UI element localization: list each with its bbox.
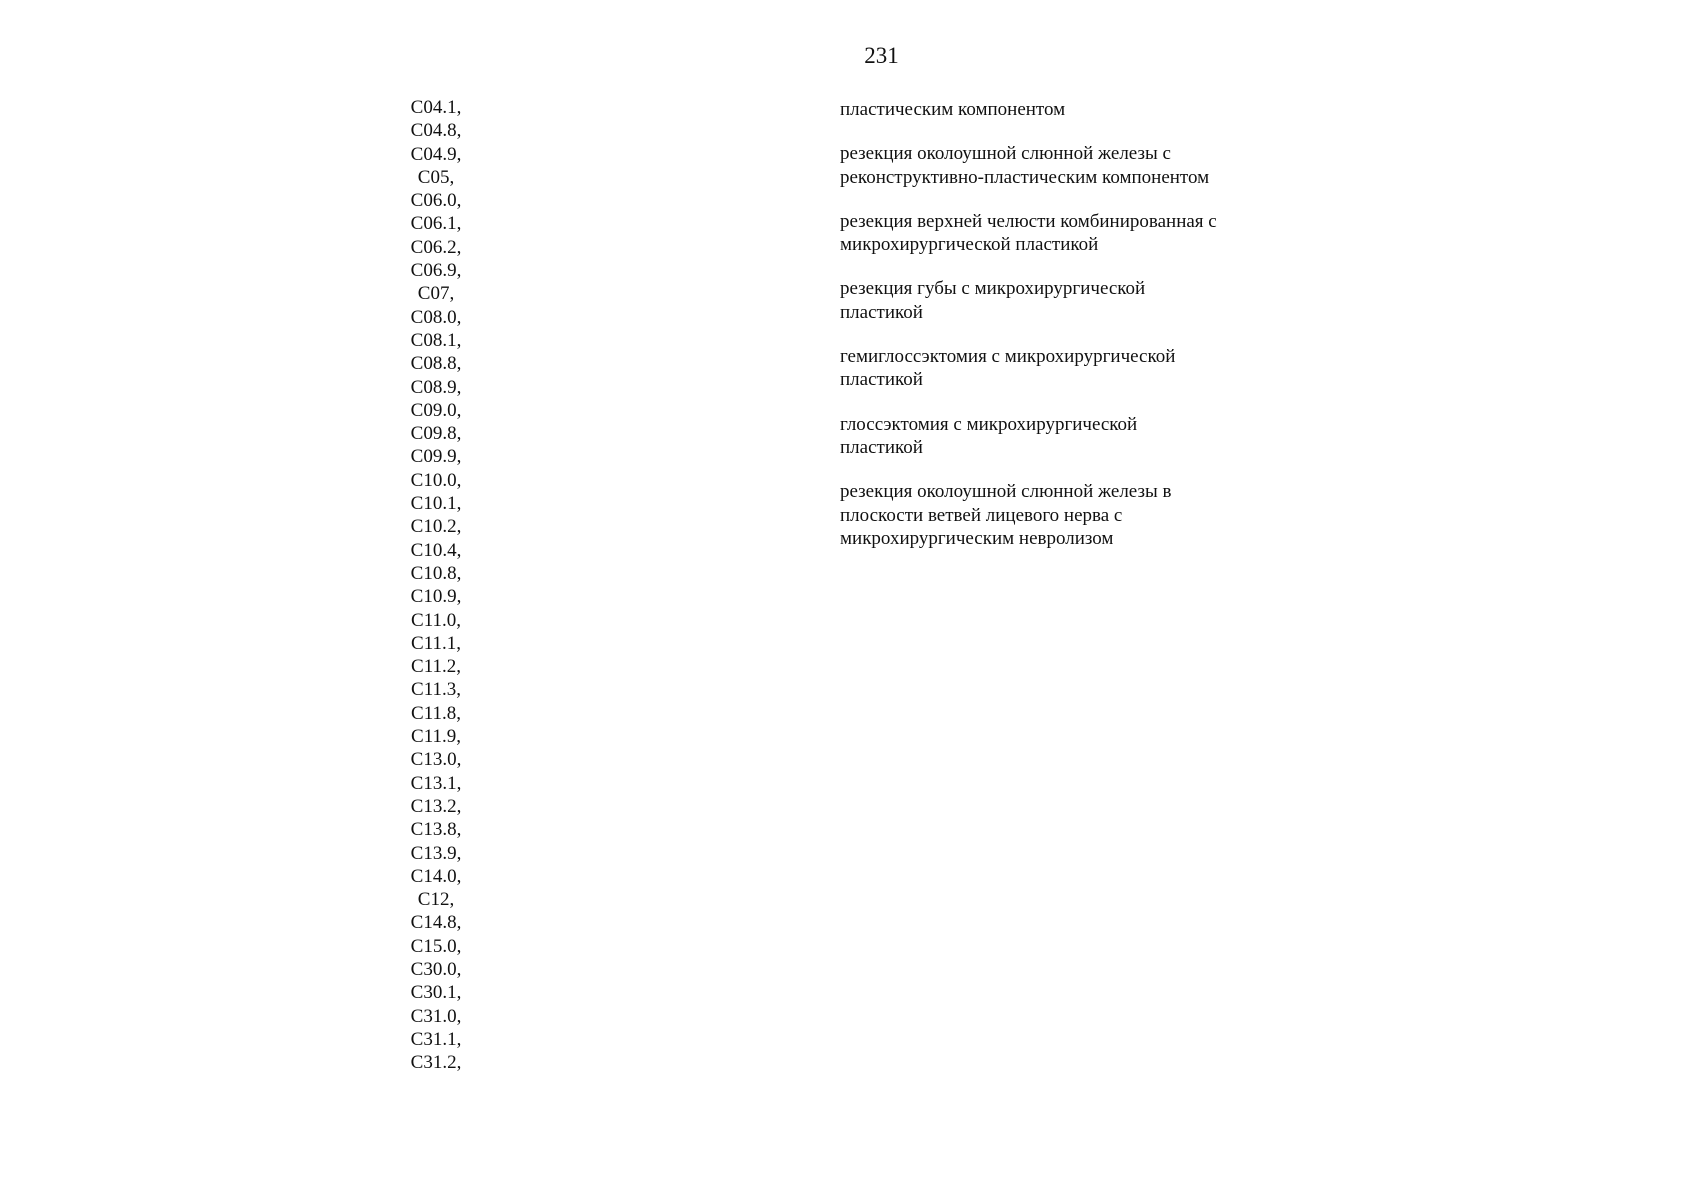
diagnosis-code: C11.1,: [411, 632, 461, 654]
diagnosis-code: C11.0,: [411, 609, 461, 631]
diagnosis-code: C13.1,: [410, 772, 462, 794]
diagnosis-code: C10.0,: [410, 469, 462, 491]
procedure-description: [840, 480, 1270, 550]
diagnosis-code: C06.2,: [410, 236, 462, 258]
procedure-description: [840, 98, 1270, 121]
diagnosis-code: C11.8,: [411, 702, 461, 724]
procedures-column: [840, 98, 1270, 571]
procedure-line: пластикой: [840, 301, 923, 323]
procedure-line: резекция губы с микрохирургической: [840, 278, 1146, 300]
procedure-line: реконструктивно-пластическим компонентом: [840, 166, 1210, 188]
procedure-line: резекция околоушной слюнной железы с: [840, 143, 1171, 165]
diagnosis-code: C08.9,: [410, 376, 462, 398]
diagnosis-code: C14.0,: [410, 865, 462, 887]
diagnosis-code: C10.4,: [410, 539, 462, 561]
diagnosis-code: C11.3,: [411, 679, 461, 701]
procedure-line: микрохирургическим невролизом: [840, 527, 1114, 549]
procedure-line: гемиглоссэктомия с микрохирургической: [840, 346, 1176, 368]
diagnosis-code: C09.0,: [410, 399, 462, 421]
diagnosis-code: C31.1,: [410, 1028, 462, 1050]
procedure-line: резекция околоушной слюнной железы в: [840, 481, 1172, 503]
diagnosis-code: C31.0,: [410, 1005, 462, 1027]
diagnosis-code: C12,: [417, 889, 455, 911]
procedure-description: [840, 413, 1270, 460]
procedure-line: пластическим компонентом: [840, 99, 1066, 120]
diagnosis-code: C30.0,: [410, 958, 462, 980]
diagnosis-code: C10.1,: [410, 493, 462, 515]
procedure-description: [840, 345, 1270, 392]
diagnosis-code: C13.0,: [410, 749, 462, 771]
diagnosis-code: C08.1,: [410, 329, 462, 351]
diagnosis-code: C30.1,: [410, 982, 462, 1004]
diagnosis-code: C10.8,: [410, 562, 462, 584]
diagnosis-code: C08.8,: [410, 353, 462, 375]
diagnosis-code: C08.0,: [410, 306, 462, 328]
procedure-line: пластикой: [840, 436, 923, 458]
diagnosis-code: C06.9,: [410, 260, 462, 282]
diagnosis-code: C04.9,: [410, 143, 462, 165]
diagnosis-code: C11.2,: [411, 656, 461, 678]
diagnosis-code: C10.9,: [410, 586, 462, 608]
diagnosis-code: C07,: [417, 283, 455, 305]
diagnosis-code: C06.1,: [410, 213, 462, 235]
diagnosis-code: C11.9,: [411, 726, 461, 748]
procedure-description: [840, 277, 1270, 324]
page-number: 231: [864, 43, 899, 68]
diagnosis-code: C06.0,: [410, 190, 462, 212]
procedure-line: резекция верхней челюсти комбинированная с: [840, 210, 1217, 232]
procedure-description: [840, 142, 1270, 189]
procedure-line: глоссэктомия с микрохирургической: [840, 413, 1138, 435]
diagnosis-code: C04.1,: [410, 97, 462, 118]
diagnosis-code: C13.8,: [410, 819, 462, 841]
diagnosis-codes-column: [391, 96, 481, 1074]
procedure-line: пластикой: [840, 369, 923, 391]
diagnosis-code: C05,: [417, 166, 455, 188]
diagnosis-code: C09.8,: [410, 423, 462, 445]
diagnosis-code: C04.8,: [410, 120, 462, 142]
diagnosis-code: C15.0,: [410, 935, 462, 957]
procedure-line: плоскости ветвей лицевого нерва с: [840, 504, 1123, 526]
diagnosis-code: C13.2,: [410, 795, 462, 817]
procedure-line: микрохирургической пластикой: [840, 234, 1099, 256]
diagnosis-code: C13.9,: [410, 842, 462, 864]
diagnosis-code: C31.2,: [410, 1052, 462, 1074]
diagnosis-code: C10.2,: [410, 516, 462, 538]
procedure-description: [840, 210, 1270, 257]
diagnosis-code: C09.9,: [410, 446, 462, 468]
diagnosis-code: C14.8,: [410, 912, 462, 934]
